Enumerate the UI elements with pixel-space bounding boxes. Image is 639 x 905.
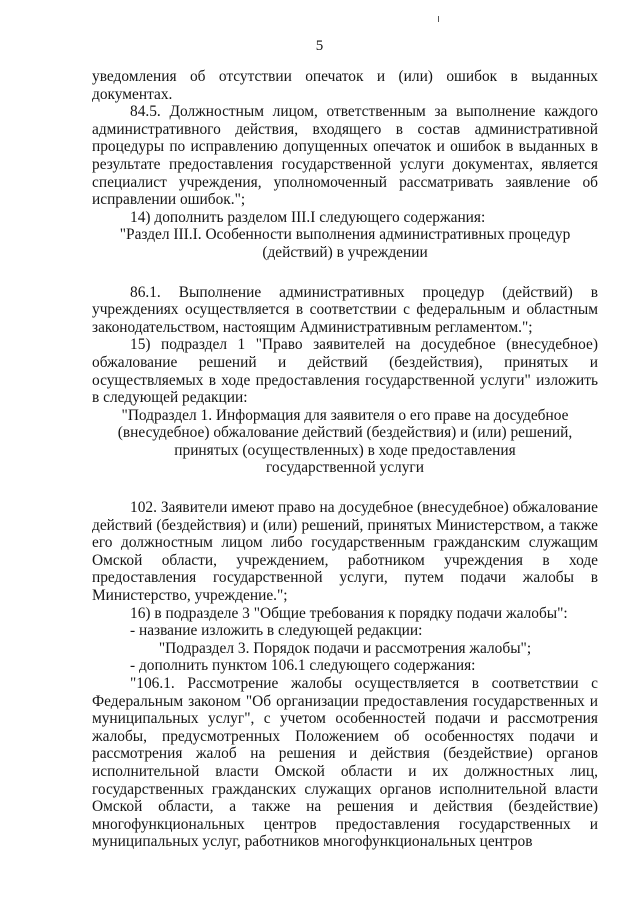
page-number: 5 <box>315 38 324 54</box>
paragraph-86-1: 86.1. Выполнение административных процедур (действий) в учреждениях осуществляется в соответствии с федеральным и областным законодательством, настоящим Административным регламентом."; <box>92 283 598 336</box>
section-heading-line-2: (действий) в учреждении <box>262 243 428 261</box>
subsection-heading-line-4: государственной услуги <box>266 459 424 477</box>
document-body <box>92 68 598 851</box>
subsection-3-title: "Подраздел 3. Порядок подачи и рассмотрения жалобы"; <box>158 639 532 657</box>
paragraph-add-106-1: - дополнить пунктом 106.1 следующего содержания: <box>130 657 476 675</box>
section-heading-line-1: "Раздел III.I. Особенности выполнения административных процедур <box>119 226 571 244</box>
paragraph-continuation: уведомления об отсутствии опечаток и (или) ошибок в выданных документах. <box>92 68 598 103</box>
paragraph-item-15: 15) подраздел 1 "Право заявителей на досудебное (внесудебное) обжалование решений и действий (бездействия), принятых и осуществляемых в ходе предоставления государственной услуги" изложить в следующей редакции: <box>92 336 598 407</box>
paragraph-item-14: 14) дополнить разделом III.I следующего содержания: <box>130 208 486 226</box>
paragraph-102: 102. Заявители имеют право на досудебное (внесудебное) обжалование действий (бездействия) и (или) решений, принятых Министерством, а также его должностным лицом либо государственным гражданским служащим Омской области, учреждением, работником учреждения в ходе предоставления государственной услуги, путем подачи жалобы в Министерство, учреждение."; <box>92 499 598 605</box>
scan-mark <box>438 16 439 22</box>
subsection-heading-line-1: "Подраздел 1. Информация для заявителя о его праве на досудебное <box>121 406 569 424</box>
paragraph-84-5: 84.5. Должностным лицом, ответственным за выполнение каждого административного действия, входящего в состав административной процедуры по исправлению допущенных опечаток и ошибок в выданных в результате предоставления государственной услуги документах, является специалист учреждения, уполномоченный рассматривать заявление об исправлении ошибок."; <box>92 103 598 209</box>
paragraph-rename: - название изложить в следующей редакции: <box>130 622 423 640</box>
subsection-heading-line-3: принятых (осуществленных) в ходе предоставления <box>174 441 516 459</box>
paragraph-106-1: "106.1. Рассмотрение жалобы осуществляется в соответствии с Федеральным законом "Об организации предоставления государственных и муниципальных услуг", с учетом особенностей подачи и рассмотрения жалобы, предусмотренных Положением об особенностях подачи и рассмотрения жалоб на решения и действия (бездействие) органов исполнительной власти Омской области и их должностных лиц, государственных гражданских служащих органов исполнительной власти Омской области, а также на решения и действия (бездействие) многофункциональных центров предоставления государственных и муниципальных услуг, работников многофункциональных центров <box>92 675 598 851</box>
subsection-heading-line-2: (внесудебное) обжалование действий (бездействия) и (или) решений, <box>117 424 573 442</box>
paragraph-item-16: 16) в подразделе 3 "Общие требования к порядку подачи жалобы": <box>130 604 568 622</box>
